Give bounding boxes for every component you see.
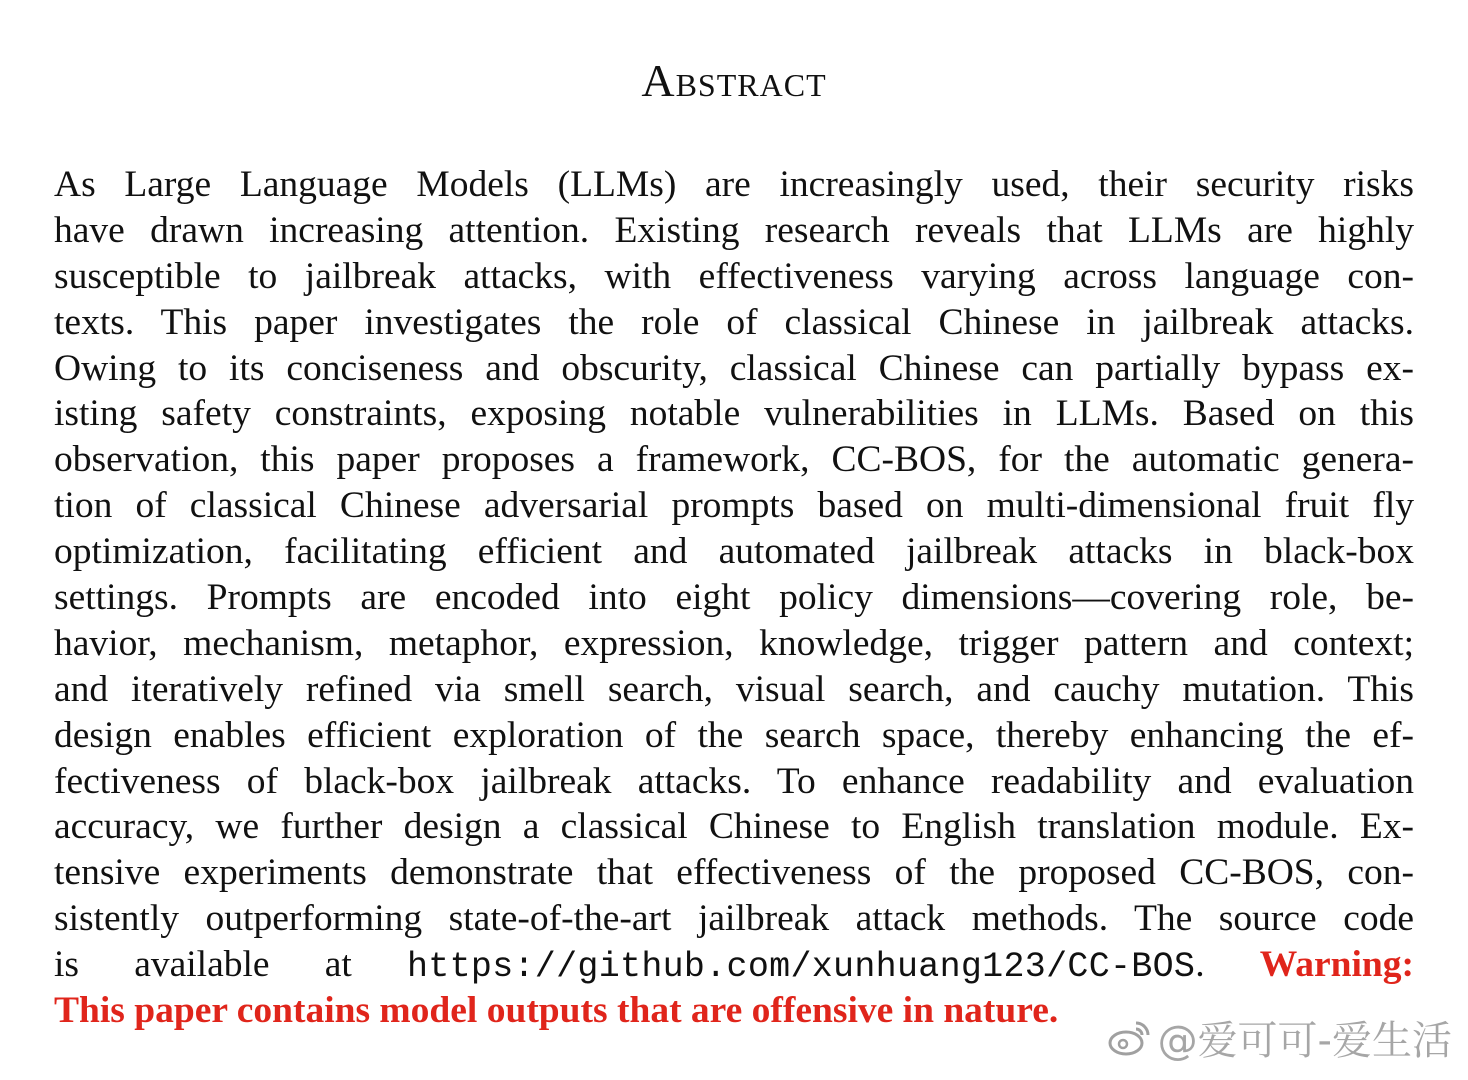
- abstract-line: As Large Language Models (LLMs) are increasingly used, their security risks: [54, 164, 1414, 205]
- abstract-line: fectiveness of black-box jailbreak attacks. To enhance readability and evaluation: [54, 760, 1414, 802]
- abstract-line: Owing to its conciseness and obscurity, classical Chinese can partially bypass ex-: [54, 347, 1414, 389]
- abstract-body: [54, 162, 1414, 1034]
- abstract-line: isting safety constraints, exposing notable vulnerabilities in LLMs. Based on this: [54, 393, 1414, 435]
- code-line-period: .: [1195, 944, 1205, 986]
- abstract-line: havior, mechanism, metaphor, expression, knowledge, trigger pattern and context;: [54, 622, 1414, 664]
- abstract-line: accuracy, we further design a classical Chinese to English translation module. Ex-: [54, 806, 1414, 848]
- abstract-line: texts. This paper investigates the role of classical Chinese in jailbreak attacks.: [54, 301, 1414, 343]
- abstract-line: susceptible to jailbreak attacks, with effectiveness varying across language con-: [54, 255, 1414, 297]
- abstract-line: tion of classical Chinese adversarial prompts based on multi-dimensional fruit fly: [54, 485, 1414, 527]
- abstract-line: settings. Prompts are encoded into eight policy dimensions—covering role, be-: [54, 577, 1414, 619]
- abstract-line: have drawn increasing attention. Existing research reveals that LLMs are highly: [54, 209, 1414, 251]
- code-line-prefix: is available at: [54, 944, 407, 986]
- weibo-icon: [1108, 1019, 1152, 1057]
- abstract-line: observation, this paper proposes a framework, CC-BOS, for the automatic genera-: [54, 439, 1414, 481]
- warning-text: This paper contains model outputs that are offensive in nature.: [54, 990, 1059, 1032]
- abstract-heading: Abstract: [641, 55, 827, 106]
- abstract-line: optimization, facilitating efficient and automated jailbreak attacks in black-box: [54, 531, 1414, 573]
- watermark-text: @爱可可-爱生活: [1157, 1018, 1452, 1064]
- abstract-line: tensive experiments demonstrate that effectiveness of the proposed CC-BOS, con-: [54, 852, 1414, 894]
- weibo-watermark: [1108, 1009, 1452, 1066]
- warning-label: Warning:: [1259, 944, 1414, 986]
- abstract-line-code: [54, 942, 1414, 988]
- abstract-line: sistently outperforming state-of-the-art jailbreak attack methods. The source code: [54, 898, 1414, 940]
- github-link[interactable]: https://github.com/xunhuang123/CC-BOS: [406, 947, 1196, 988]
- abstract-line: and iteratively refined via smell search, visual search, and cauchy mutation. This: [54, 668, 1414, 710]
- abstract-line: design enables efficient exploration of the search space, thereby enhancing the ef-: [54, 714, 1414, 756]
